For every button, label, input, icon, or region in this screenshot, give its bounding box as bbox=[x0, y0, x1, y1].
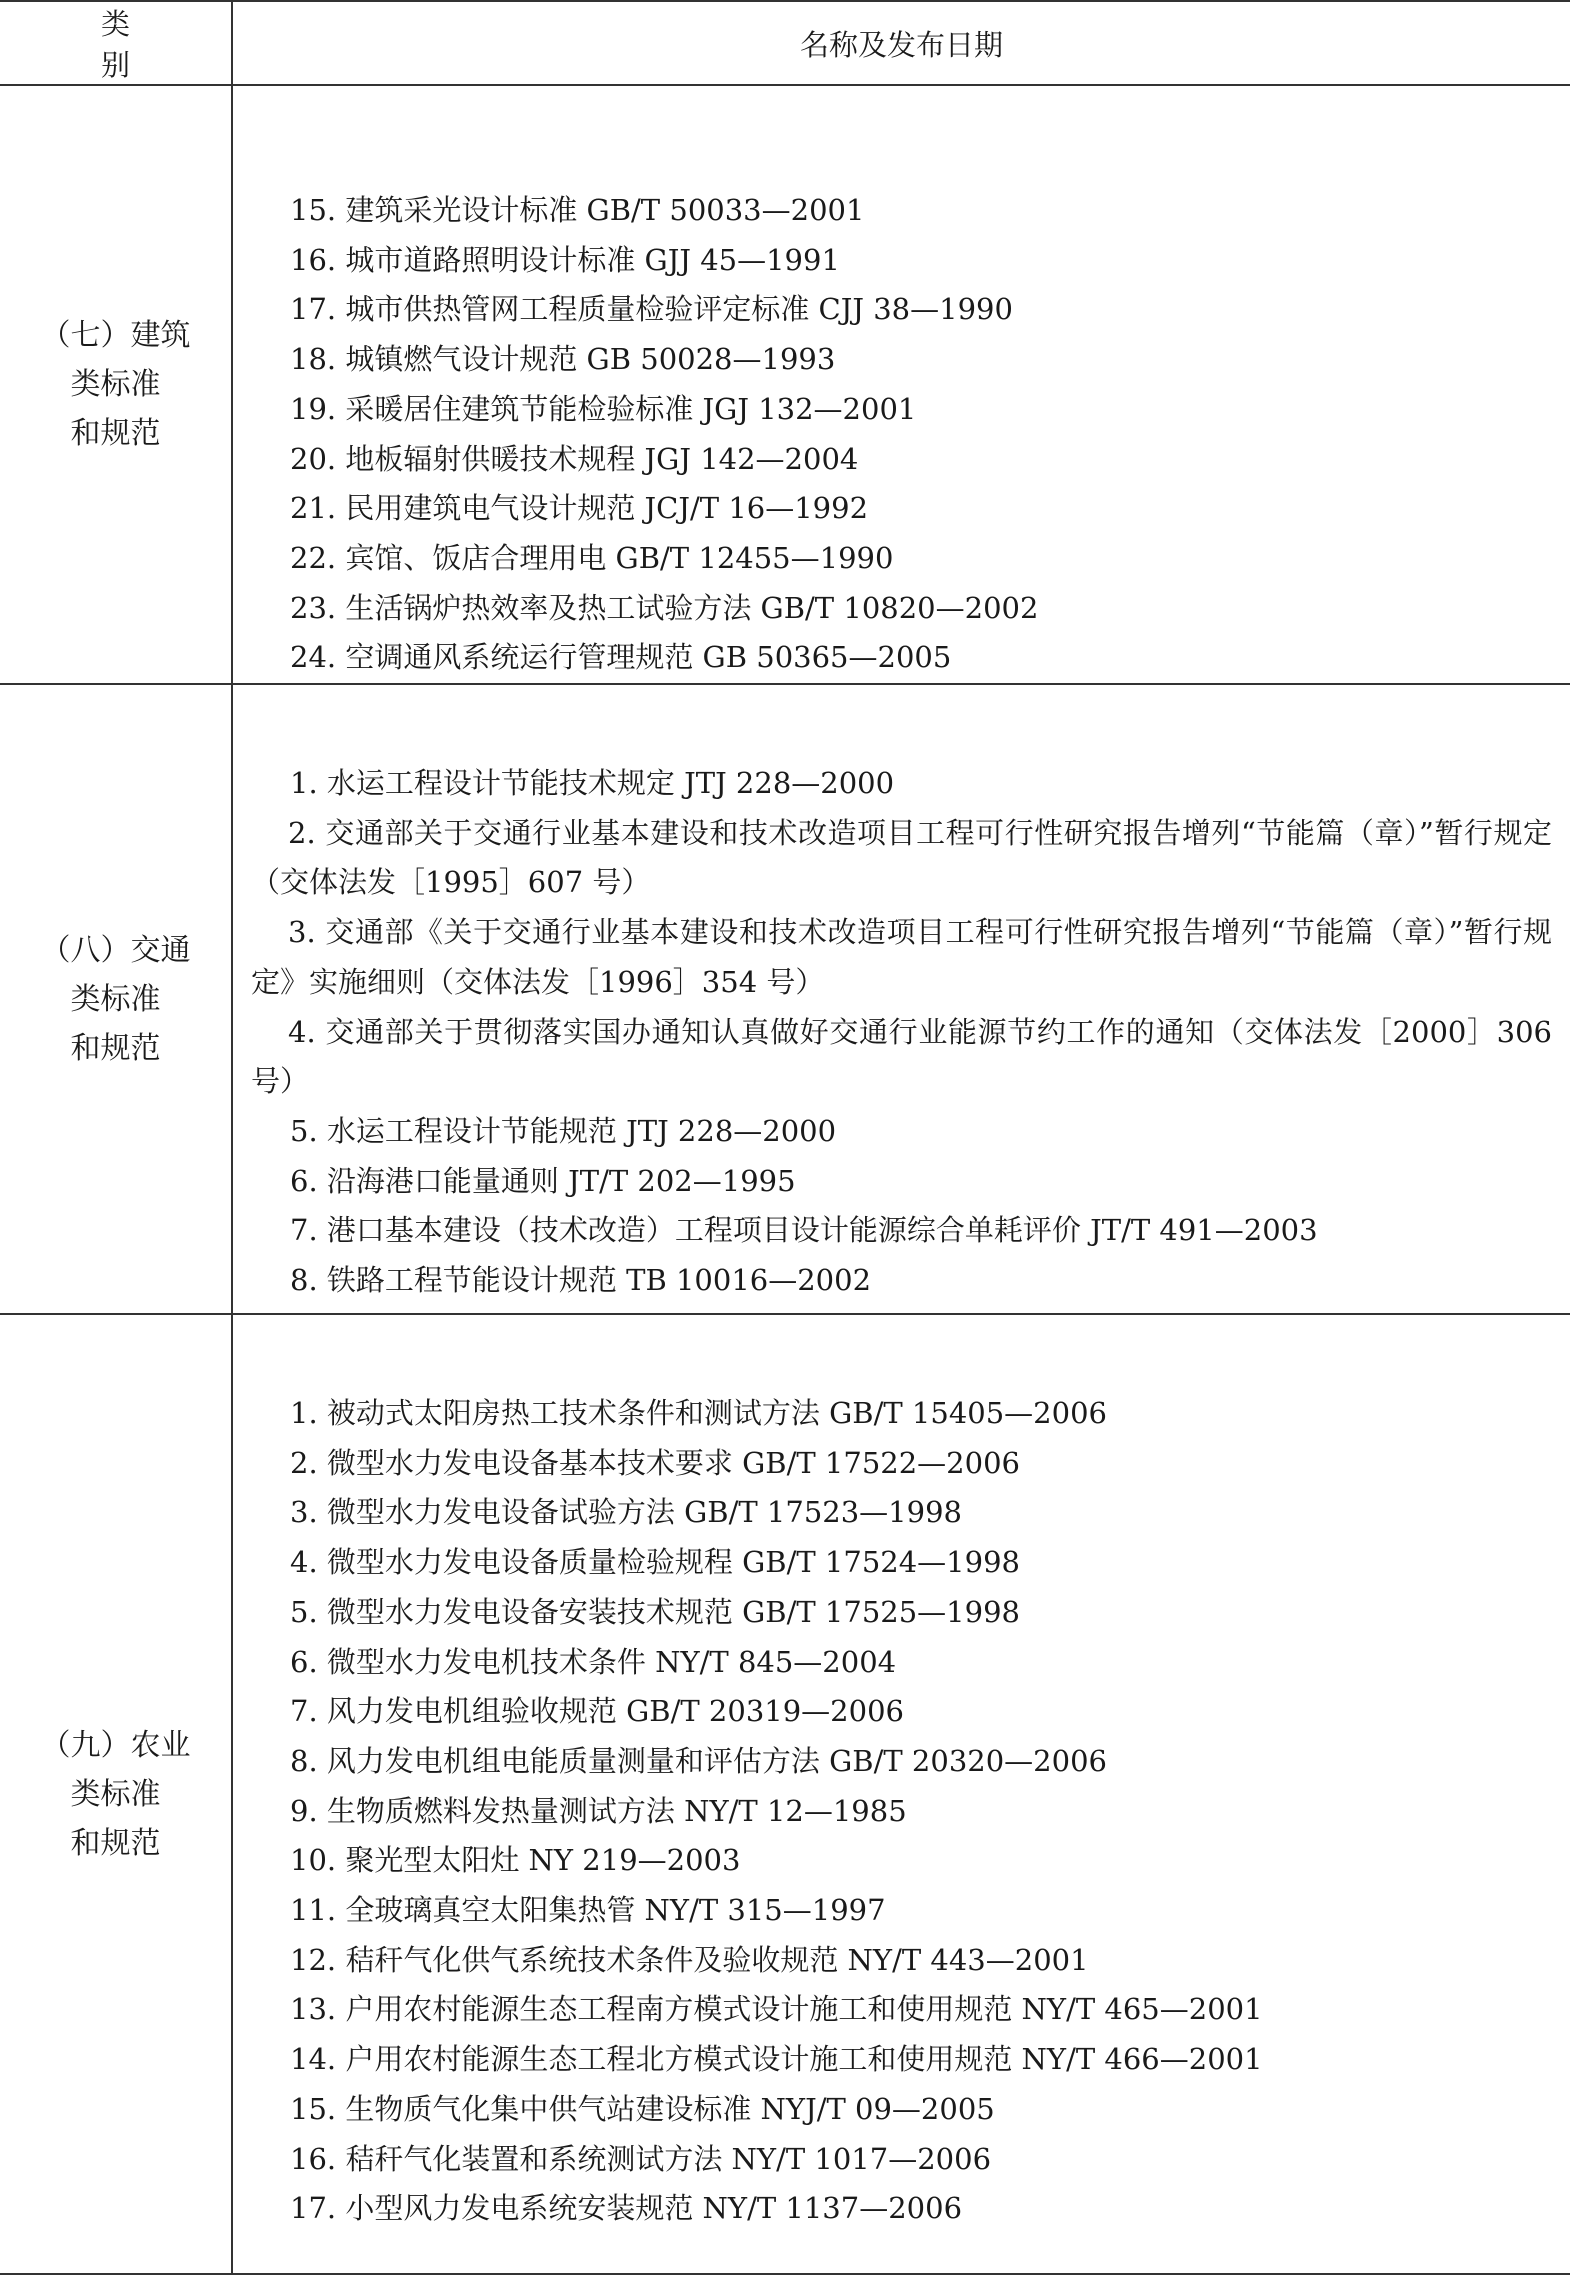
category-text: （七）建筑 bbox=[40, 318, 191, 354]
list-item: 10. 聚光型太阳灶 NY 219—2003 bbox=[290, 1843, 741, 1878]
list-item: 1. 被动式太阳房热工技术条件和测试方法 GB/T 15405—2006 bbox=[290, 1396, 1107, 1431]
list-item: 11. 全玻璃真空太阳集热管 NY/T 315—1997 bbox=[290, 1893, 886, 1928]
category-cell-agriculture bbox=[0, 1314, 232, 2274]
list-item: 7. 风力发电机组验收规范 GB/T 20319—2006 bbox=[290, 1694, 904, 1729]
list-item: 2. 交通部关于交通行业基本建设和技术改造项目工程可行性研究报告增列“节能篇（章）”暂行规定（交体法发［1995］607 号） bbox=[251, 815, 1552, 900]
list-item: 5. 水运工程设计节能规范 JTJ 228—2000 bbox=[290, 1113, 837, 1148]
list-item: 23. 生活锅炉热效率及热工试验方法 GB/T 10820—2002 bbox=[290, 590, 1039, 625]
category-text: 和规范 bbox=[70, 1030, 161, 1066]
standards-list bbox=[233, 86, 1570, 683]
list-item: 8. 铁路工程节能设计规范 TB 10016—2002 bbox=[290, 1263, 872, 1298]
category-text: （九）农业 bbox=[40, 1727, 191, 1763]
category-text: （八）交通 bbox=[40, 932, 191, 968]
standards-list bbox=[233, 685, 1570, 1306]
category-text: 类标准 bbox=[70, 367, 161, 403]
table-row-agriculture bbox=[0, 1314, 1570, 2274]
list-item: 17. 城市供热管网工程质量检验评定标准 CJJ 38—1990 bbox=[290, 292, 1013, 327]
category-text: 和规范 bbox=[70, 416, 161, 452]
list-item: 8. 风力发电机组电能质量测量和评估方法 GB/T 20320—2006 bbox=[290, 1743, 1107, 1778]
list-item: 24. 空调通风系统运行管理规范 GB 50365—2005 bbox=[290, 640, 952, 675]
list-item: 5. 微型水力发电设备安装技术规范 GB/T 17525—1998 bbox=[290, 1594, 1020, 1629]
category-text: 和规范 bbox=[70, 1825, 161, 1861]
list-item: 1. 水运工程设计节能技术规定 JTJ 228—2000 bbox=[290, 766, 895, 801]
list-item: 21. 民用建筑电气设计规范 JCJ/T 16—1992 bbox=[290, 491, 869, 526]
list-item: 17. 小型风力发电系统安装规范 NY/T 1137—2006 bbox=[290, 2191, 963, 2226]
category-column-header: 类 别 bbox=[0, 1, 232, 85]
list-item: 18. 城镇燃气设计规范 GB 50028—1993 bbox=[290, 342, 836, 377]
list-item: 16. 秸秆气化装置和系统测试方法 NY/T 1017—2006 bbox=[290, 2141, 992, 2176]
list-item: 14. 户用农村能源生态工程北方模式设计施工和使用规范 NY/T 466—2001 bbox=[290, 2042, 1263, 2077]
category-cell-transport bbox=[0, 684, 232, 1314]
list-item: 15. 生物质气化集中供气站建设标准 NYJ/T 09—2005 bbox=[290, 2091, 995, 2126]
items-cell-building bbox=[232, 85, 1570, 684]
list-item: 2. 微型水力发电设备基本技术要求 GB/T 17522—2006 bbox=[290, 1445, 1020, 1480]
category-text: 类标准 bbox=[70, 1776, 161, 1812]
name-date-column-header: 名称及发布日期 bbox=[232, 1, 1570, 85]
list-item: 16. 城市道路照明设计标准 GJJ 45—1991 bbox=[290, 242, 840, 277]
items-cell-transport bbox=[232, 684, 1570, 1314]
list-item: 20. 地板辐射供暖技术规程 JGJ 142—2004 bbox=[290, 441, 859, 476]
list-item: 19. 采暖居住建筑节能检验标准 JGJ 132—2001 bbox=[290, 391, 917, 426]
table-header-row bbox=[0, 1, 1570, 85]
list-item: 7. 港口基本建设（技术改造）工程项目设计能源综合单耗评价 JT/T 491—2003 bbox=[290, 1213, 1318, 1248]
table-row-transport bbox=[0, 684, 1570, 1314]
list-item: 22. 宾馆、饭店合理用电 GB/T 12455—1990 bbox=[290, 540, 894, 575]
list-item: 6. 微型水力发电机技术条件 NY/T 845—2004 bbox=[290, 1644, 897, 1679]
list-item: 13. 户用农村能源生态工程南方模式设计施工和使用规范 NY/T 465—2001 bbox=[290, 1992, 1263, 2027]
category-cell-building bbox=[0, 85, 232, 684]
list-item: 3. 交通部《关于交通行业基本建设和技术改造项目工程可行性研究报告增列“节能篇（章）”暂行规定》实施细则（交体法发［1996］354 号） bbox=[251, 915, 1552, 999]
list-item: 4. 交通部关于贯彻落实国办通知认真做好交通行业能源节约工作的通知（交体法发［2000］306 号） bbox=[251, 1014, 1552, 1099]
category-text: 类标准 bbox=[70, 981, 161, 1017]
list-item: 4. 微型水力发电设备质量检验规程 GB/T 17524—1998 bbox=[290, 1545, 1020, 1580]
items-cell-agriculture bbox=[232, 1314, 1570, 2274]
standards-list bbox=[233, 1315, 1570, 2234]
list-item: 15. 建筑采光设计标准 GB/T 50033—2001 bbox=[290, 193, 865, 227]
list-item: 12. 秸秆气化供气系统技术条件及验收规范 NY/T 443—2001 bbox=[290, 1942, 1089, 1977]
list-item: 6. 沿海港口能量通则 JT/T 202—1995 bbox=[290, 1163, 796, 1198]
list-item: 3. 微型水力发电设备试验方法 GB/T 17523—1998 bbox=[290, 1495, 962, 1530]
table-row-building bbox=[0, 85, 1570, 684]
list-item: 9. 生物质燃料发热量测试方法 NY/T 12—1985 bbox=[290, 1793, 907, 1828]
